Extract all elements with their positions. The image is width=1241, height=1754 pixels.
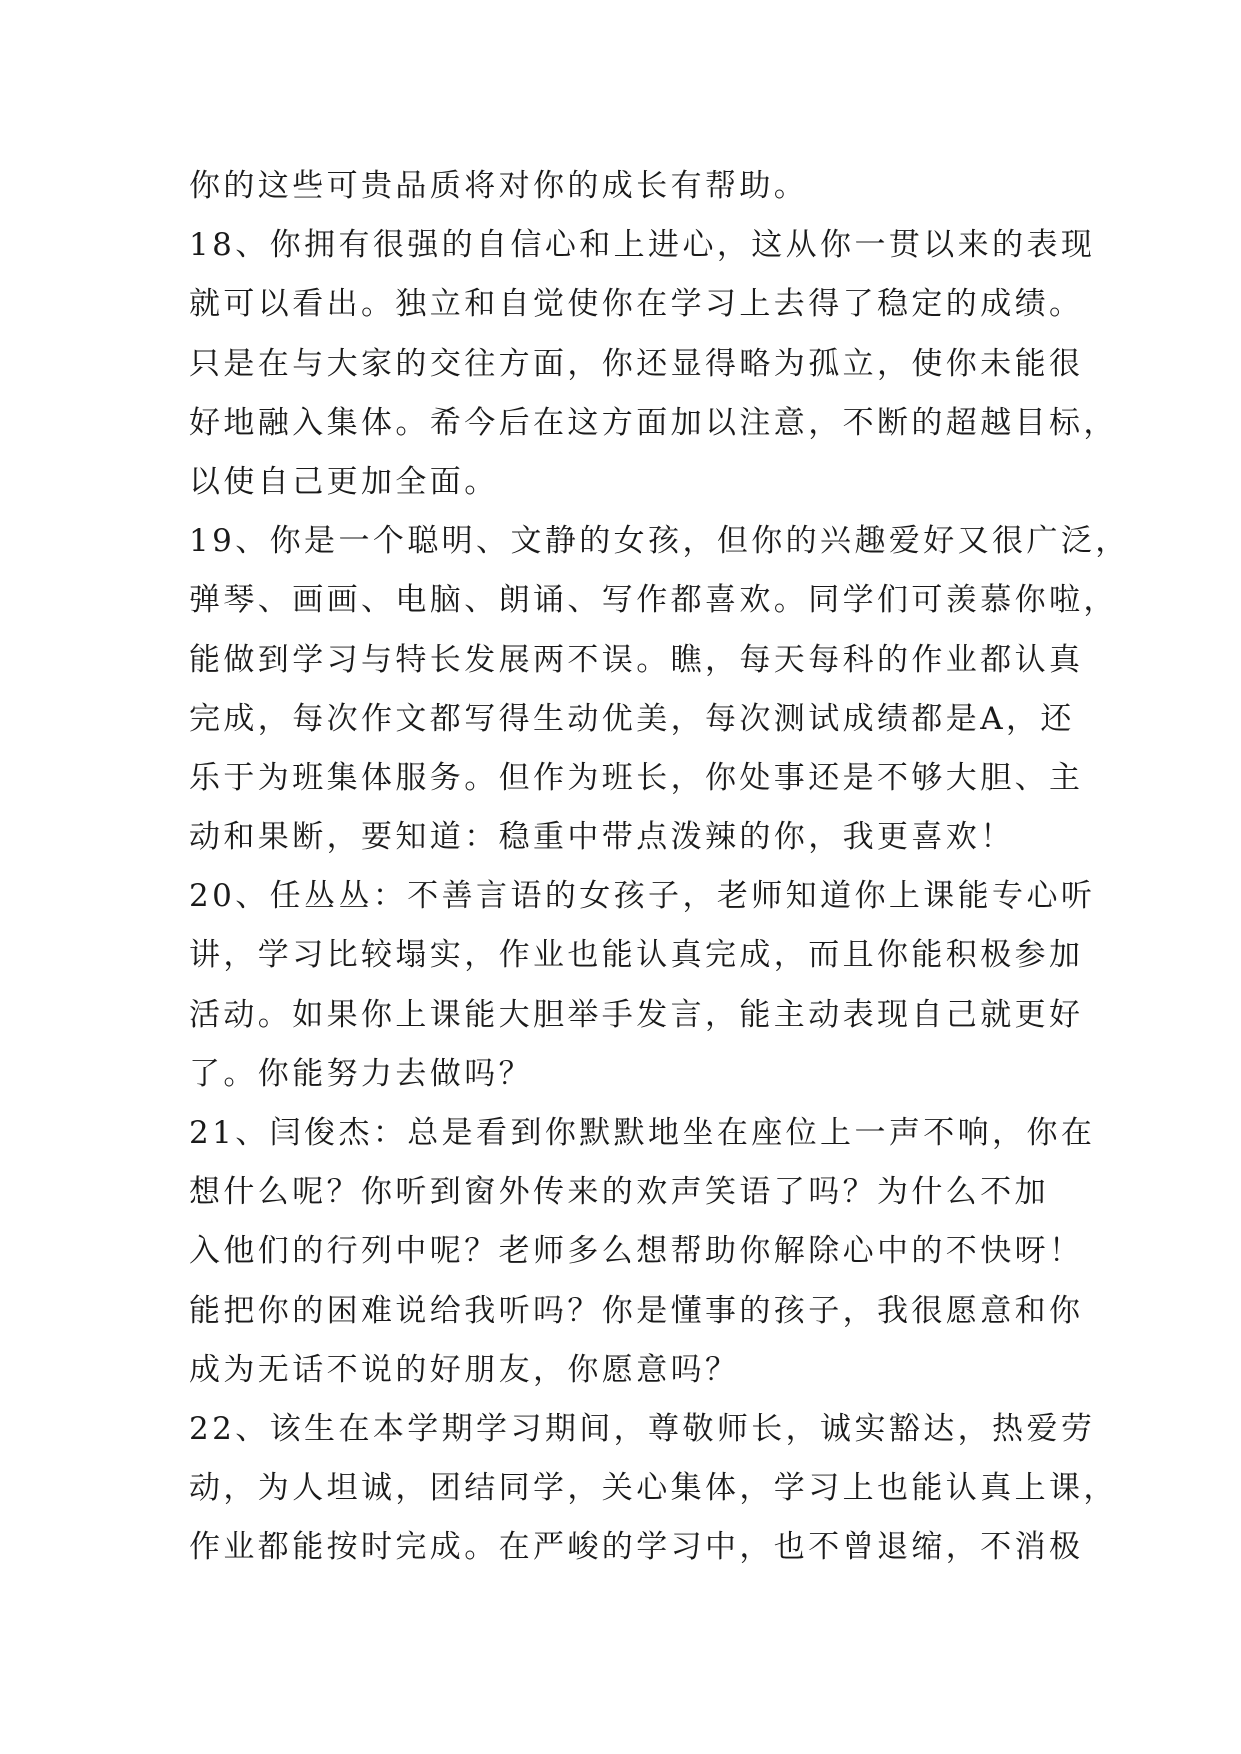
body-text (189, 157, 1130, 1578)
text-line: 成为无话不说的好朋友，你愿意吗？ (189, 1351, 740, 1388)
text-line: 活动。如果你上课能大胆举手发言，能主动表现自己就更好 (189, 996, 1084, 1033)
text-line: 好地融入集体。希今后在这方面加以注意，不断的超越目标， (189, 404, 1118, 441)
text-line: 就可以看出。独立和自觉使你在学习上去得了稳定的成绩。 (189, 286, 1084, 323)
text-line: 21、闫俊杰：总是看到你默默地坐在座位上一声不响，你在 (189, 1115, 1096, 1151)
text-line: 20、任丛丛：不善言语的女孩子，老师知道你上课能专心听 (189, 878, 1096, 915)
text-line: 19、你是一个聪明、文静的女孩，但你的兴趣爱好又很广泛， (189, 523, 1130, 560)
text-line: 讲，学习比较塌实，作业也能认真完成，而且你能积极参加 (189, 937, 1084, 974)
text-line: 弹琴、画画、电脑、朗诵、写作都喜欢。同学们可羡慕你啦， (189, 582, 1118, 619)
text-line: 入他们的行列中呢？老师多么想帮助你解除心中的不快呀！ (189, 1233, 1084, 1270)
text-line: 以使自己更加全面。 (189, 463, 499, 500)
text-line: 只是在与大家的交往方面，你还显得略为孤立，使你未能很 (189, 345, 1084, 382)
text-line: 了。你能努力去做吗？ (189, 1055, 533, 1092)
text-line: 想什么呢？你听到窗外传来的欢声笑语了吗？为什么不加 (189, 1174, 1049, 1211)
text-line: 22、该生在本学期学习期间，尊敬师长，诚实豁达，热爱劳 (189, 1410, 1096, 1447)
text-line: 作业都能按时完成。在严峻的学习中，也不曾退缩，不消极 (189, 1529, 1084, 1566)
text-line: 动，为人坦诚，团结同学，关心集体，学习上也能认真上课， (189, 1470, 1118, 1507)
text-line: 18、你拥有很强的自信心和上进心，这从你一贯以来的表现 (189, 227, 1096, 264)
text-line: 能做到学习与特长发展两不误。瞧，每天每科的作业都认真 (189, 641, 1084, 678)
text-line: 乐于为班集体服务。但作为班长，你处事还是不够大胆、主 (189, 759, 1084, 796)
text-line: 动和果断，要知道：稳重中带点泼辣的你，我更喜欢！ (189, 819, 1015, 856)
text-line: 你的这些可贵品质将对你的成长有帮助。 (189, 168, 809, 204)
text-line: 能把你的困难说给我听吗？你是懂事的孩子，我很愿意和你 (189, 1292, 1084, 1329)
text-line: 完成，每次作文都写得生动优美，每次测试成绩都是A，还 (189, 700, 1075, 737)
